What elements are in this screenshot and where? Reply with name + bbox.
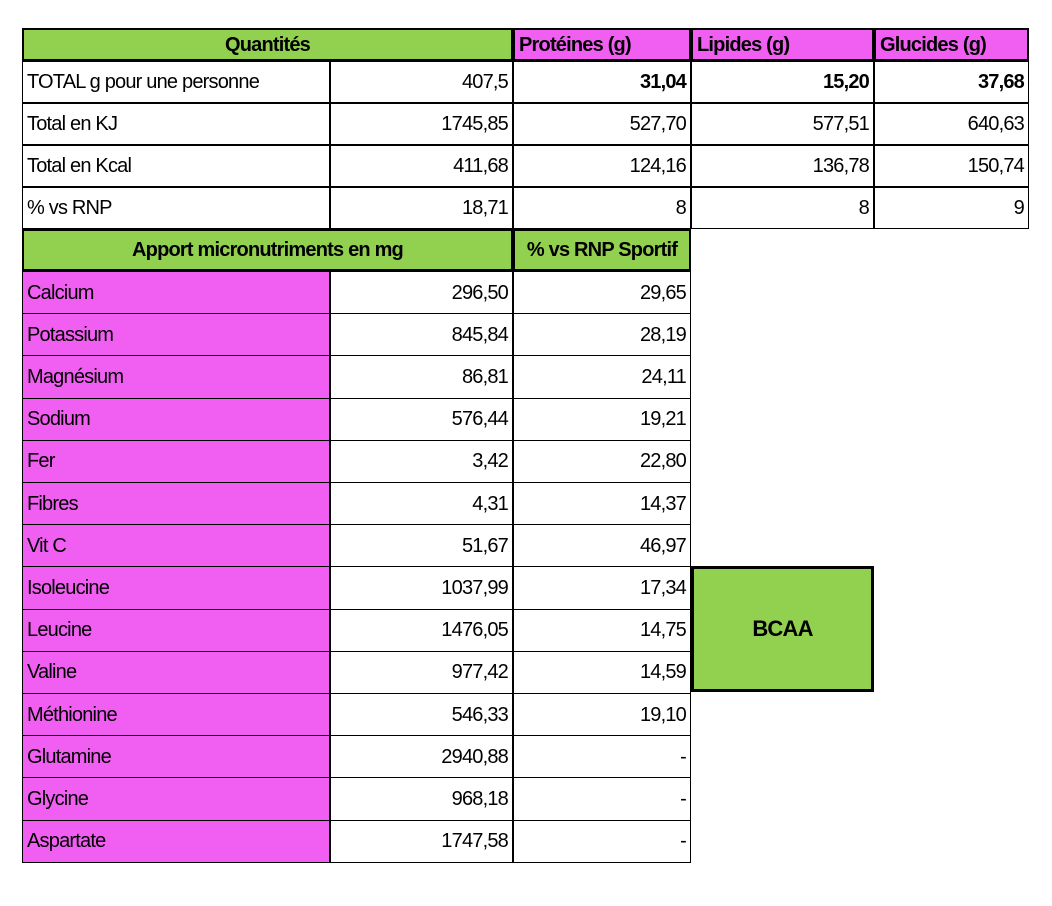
micro-mg: 968,18 — [330, 777, 513, 820]
micro-label: Magnésium — [22, 355, 330, 398]
summary-lipides: 577,51 — [691, 103, 874, 145]
micro-mg: 296,50 — [330, 271, 513, 314]
micro-label: Fer — [22, 440, 330, 483]
summary-lipides: 15,20 — [691, 61, 874, 103]
micro-pct: 19,10 — [513, 693, 691, 736]
header-lipides: Lipides (g) — [691, 28, 874, 61]
micro-pct: 29,65 — [513, 271, 691, 314]
header-pct-rnp-sportif: % vs RNP Sportif — [513, 229, 691, 271]
micro-mg: 845,84 — [330, 313, 513, 356]
header-apport-micronutriments: Apport micronutriments en mg — [22, 229, 513, 271]
micro-label: Glycine — [22, 777, 330, 820]
micro-label: Potassium — [22, 313, 330, 356]
micro-mg: 2940,88 — [330, 735, 513, 778]
header-proteines: Protéines (g) — [513, 28, 691, 61]
micro-label: Sodium — [22, 398, 330, 441]
micro-label: Glutamine — [22, 735, 330, 778]
summary-total: 411,68 — [330, 145, 513, 187]
micro-pct: 24,11 — [513, 355, 691, 398]
micro-mg: 576,44 — [330, 398, 513, 441]
micro-label: Calcium — [22, 271, 330, 314]
micro-label: Méthionine — [22, 693, 330, 736]
summary-proteines: 8 — [513, 187, 691, 229]
summary-glucides: 9 — [874, 187, 1029, 229]
micro-pct: 14,75 — [513, 609, 691, 652]
micro-label: Valine — [22, 651, 330, 694]
summary-glucides: 150,74 — [874, 145, 1029, 187]
micro-mg: 4,31 — [330, 482, 513, 525]
summary-label: Total en Kcal — [22, 145, 330, 187]
micro-label: Fibres — [22, 482, 330, 525]
micro-label: Leucine — [22, 609, 330, 652]
header-quantites: Quantités — [22, 28, 513, 61]
micro-pct: - — [513, 820, 691, 863]
micro-pct: 28,19 — [513, 313, 691, 356]
summary-total: 1745,85 — [330, 103, 513, 145]
micro-pct: 14,37 — [513, 482, 691, 525]
micro-pct: 17,34 — [513, 566, 691, 609]
micro-mg: 3,42 — [330, 440, 513, 483]
micro-mg: 977,42 — [330, 651, 513, 694]
summary-proteines: 31,04 — [513, 61, 691, 103]
micro-pct: - — [513, 777, 691, 820]
summary-glucides: 37,68 — [874, 61, 1029, 103]
micro-pct: - — [513, 735, 691, 778]
summary-proteines: 124,16 — [513, 145, 691, 187]
summary-total: 407,5 — [330, 61, 513, 103]
micro-pct: 14,59 — [513, 651, 691, 694]
summary-glucides: 640,63 — [874, 103, 1029, 145]
micro-mg: 546,33 — [330, 693, 513, 736]
micro-pct: 22,80 — [513, 440, 691, 483]
summary-label: TOTAL g pour une personne — [22, 61, 330, 103]
summary-proteines: 527,70 — [513, 103, 691, 145]
micro-pct: 46,97 — [513, 524, 691, 567]
micro-mg: 1476,05 — [330, 609, 513, 652]
summary-total: 18,71 — [330, 187, 513, 229]
micro-label: Aspartate — [22, 820, 330, 863]
micro-mg: 1747,58 — [330, 820, 513, 863]
micro-mg: 51,67 — [330, 524, 513, 567]
micro-label: Vit C — [22, 524, 330, 567]
micro-label: Isoleucine — [22, 566, 330, 609]
bcaa-box: BCAA — [691, 566, 874, 692]
summary-lipides: 136,78 — [691, 145, 874, 187]
micro-mg: 1037,99 — [330, 566, 513, 609]
summary-label: Total en KJ — [22, 103, 330, 145]
micro-mg: 86,81 — [330, 355, 513, 398]
header-glucides: Glucides (g) — [874, 28, 1029, 61]
micro-pct: 19,21 — [513, 398, 691, 441]
summary-label: % vs RNP — [22, 187, 330, 229]
summary-lipides: 8 — [691, 187, 874, 229]
